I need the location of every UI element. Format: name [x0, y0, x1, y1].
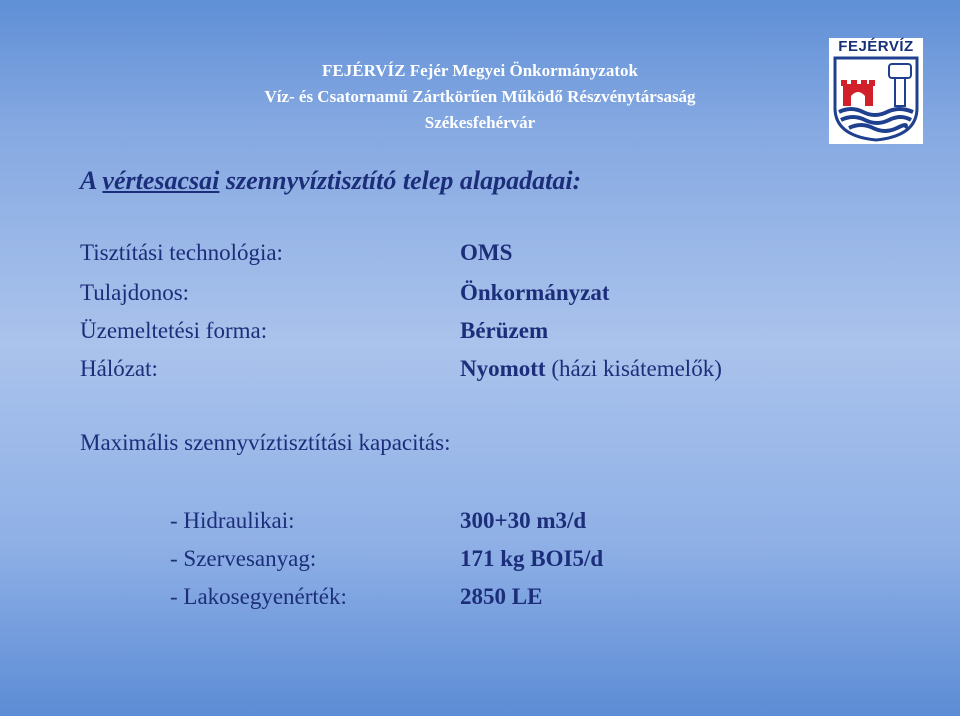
capacity-value-hydraulic: 300+30 m3/d — [460, 508, 587, 533]
company-header — [0, 58, 960, 136]
detail-label-network: Hálózat: — [80, 356, 158, 381]
detail-label-owner: Tulajdonos: — [80, 280, 190, 305]
capacity-value-organic: 171 kg BOI5/d — [460, 546, 604, 571]
capacity-label-population: - Lakosegyenérték: — [170, 584, 347, 609]
network-note: (házi kisátemelők) — [545, 356, 722, 381]
fejerviz-logo — [829, 38, 923, 144]
company-city: Székesfehérvár — [424, 113, 536, 132]
capacity-value-population: 2850 LE — [460, 584, 543, 609]
detail-label-technology: Tisztítási technológia: — [80, 240, 283, 265]
detail-value-owner: Önkormányzat — [460, 280, 610, 305]
title-location: vértesacsai — [102, 166, 220, 195]
network-type: Nyomott — [460, 356, 546, 381]
page-title — [80, 166, 581, 196]
company-name-line2: Víz- és Csatornamű Zártkörűen Működő Részvénytársaság — [264, 87, 696, 106]
detail-value-network — [460, 356, 722, 382]
capacity-label-hydraulic: - Hidraulikai: — [170, 508, 295, 533]
capacity-heading: Maximális szennyvíztisztítási kapacitás: — [80, 430, 451, 455]
title-suffix: szennyvíztisztító telep alapadatai: — [219, 166, 582, 195]
logo-text: FEJÉRVÍZ — [838, 38, 914, 55]
detail-value-operation: Bérüzem — [460, 318, 549, 343]
company-name-line1: FEJÉRVÍZ Fejér Megyei Önkormányzatok — [322, 61, 638, 80]
title-prefix: A — [80, 166, 103, 195]
detail-value-technology: OMS — [460, 240, 513, 265]
detail-label-operation: Üzemeltetési forma: — [80, 318, 268, 343]
capacity-label-organic: - Szervesanyag: — [170, 546, 317, 571]
city-and-water-tower-logo-icon — [831, 56, 921, 142]
